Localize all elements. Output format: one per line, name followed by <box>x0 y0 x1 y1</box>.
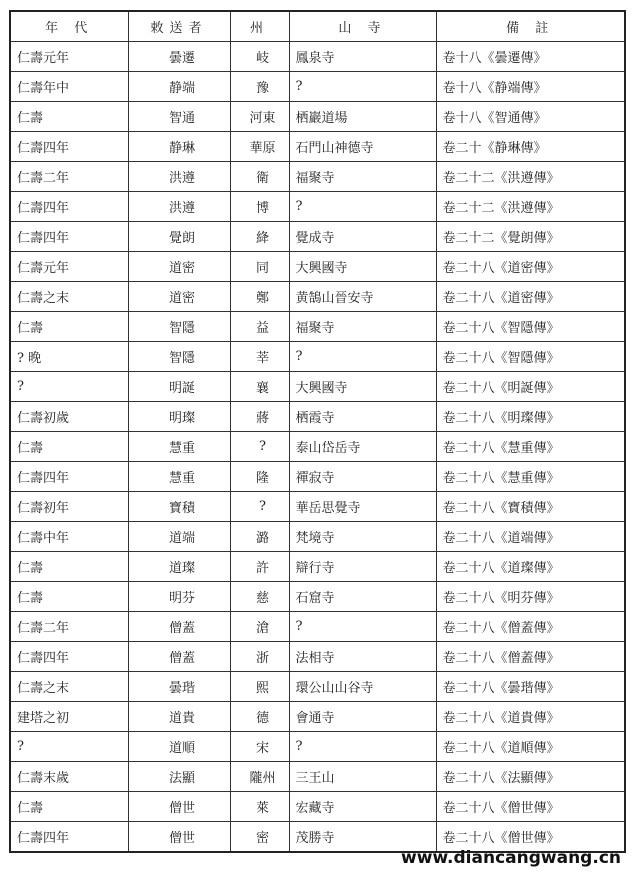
era-cell: 仁壽元年 <box>10 252 128 282</box>
table-row <box>10 642 625 672</box>
sender-cell: 静端 <box>128 72 230 102</box>
temple-cell: 大興國寺 <box>289 372 436 402</box>
temple-cell: 梵境寺 <box>289 522 436 552</box>
era-cell: 仁壽 <box>10 312 128 342</box>
sender-cell: 曇瑎 <box>128 672 230 702</box>
prefecture-cell: 蔣 <box>230 402 289 432</box>
temple-cell: 鳳泉寺 <box>289 42 436 72</box>
sender-cell: 寶積 <box>128 492 230 522</box>
prefecture-cell: 襄 <box>230 372 289 402</box>
note-cell: 卷十八《智通傳》 <box>436 102 625 132</box>
note-cell: 卷二十八《明芬傳》 <box>436 582 625 612</box>
era-cell: 仁壽四年 <box>10 642 128 672</box>
prefecture-cell: 密 <box>230 822 289 853</box>
header-prefecture: 州 <box>230 11 289 42</box>
era-cell: 仁壽 <box>10 432 128 462</box>
temple-cell: 栖巖道場 <box>289 102 436 132</box>
table-row <box>10 162 625 192</box>
table-row <box>10 192 625 222</box>
prefecture-cell: 博 <box>230 192 289 222</box>
note-cell: 卷二十八《寶積傳》 <box>436 492 625 522</box>
note-cell: 卷二十八《僧蓋傳》 <box>436 612 625 642</box>
temple-cell: 會通寺 <box>289 702 436 732</box>
era-cell: ? <box>10 372 128 402</box>
temple-cell: 法相寺 <box>289 642 436 672</box>
era-cell: 仁壽 <box>10 792 128 822</box>
note-cell: 卷二十八《明誕傳》 <box>436 372 625 402</box>
sender-cell: 静琳 <box>128 132 230 162</box>
table-row <box>10 522 625 552</box>
prefecture-cell: 河東 <box>230 102 289 132</box>
header-temple: 山 寺 <box>289 11 436 42</box>
temple-cell: ? <box>289 72 436 102</box>
table-row <box>10 342 625 372</box>
era-cell: 仁壽四年 <box>10 222 128 252</box>
prefecture-cell: 同 <box>230 252 289 282</box>
table-row <box>10 732 625 762</box>
temple-cell: ? <box>289 732 436 762</box>
header-sender: 敕送者 <box>128 11 230 42</box>
temple-table <box>9 10 626 853</box>
era-cell: ? 晚 <box>10 342 128 372</box>
prefecture-cell: ? <box>230 492 289 522</box>
note-cell: 卷二十八《道順傳》 <box>436 732 625 762</box>
era-cell: 仁壽年中 <box>10 72 128 102</box>
temple-cell: 覺成寺 <box>289 222 436 252</box>
sender-cell: 道端 <box>128 522 230 552</box>
note-cell: 卷二十八《法顯傳》 <box>436 762 625 792</box>
table-row <box>10 762 625 792</box>
prefecture-cell: 益 <box>230 312 289 342</box>
note-cell: 卷二十八《道密傳》 <box>436 282 625 312</box>
era-cell: 仁壽之末 <box>10 282 128 312</box>
era-cell: 仁壽 <box>10 102 128 132</box>
note-cell: 卷二十二《洪遵傳》 <box>436 162 625 192</box>
prefecture-cell: 滄 <box>230 612 289 642</box>
prefecture-cell: ? <box>230 432 289 462</box>
era-cell: 仁壽四年 <box>10 192 128 222</box>
temple-cell: ? <box>289 192 436 222</box>
table-row <box>10 72 625 102</box>
temple-cell: 環公山山谷寺 <box>289 672 436 702</box>
prefecture-cell: 隆 <box>230 462 289 492</box>
prefecture-cell: 絳 <box>230 222 289 252</box>
note-cell: 卷二十八《道端傳》 <box>436 522 625 552</box>
note-cell: 卷二十八《慧重傳》 <box>436 432 625 462</box>
table-row <box>10 372 625 402</box>
prefecture-cell: 華原 <box>230 132 289 162</box>
note-cell: 卷二十八《僧世傳》 <box>436 822 625 853</box>
sender-cell: 慧重 <box>128 462 230 492</box>
note-cell: 卷十八《曇遷傳》 <box>436 42 625 72</box>
header-note: 備 註 <box>436 11 625 42</box>
sender-cell: 道密 <box>128 282 230 312</box>
table-body <box>10 42 625 853</box>
era-cell: 仁壽初年 <box>10 492 128 522</box>
note-cell: 卷二十八《僧世傳》 <box>436 792 625 822</box>
sender-cell: 僧蓋 <box>128 612 230 642</box>
sender-cell: 道密 <box>128 252 230 282</box>
sender-cell: 智隱 <box>128 312 230 342</box>
sender-cell: 覺朗 <box>128 222 230 252</box>
era-cell: 建塔之初 <box>10 702 128 732</box>
table-row <box>10 312 625 342</box>
table-row <box>10 402 625 432</box>
note-cell: 卷二十八《智隱傳》 <box>436 312 625 342</box>
table-row <box>10 492 625 522</box>
table-row <box>10 132 625 162</box>
sender-cell: 道順 <box>128 732 230 762</box>
table-row <box>10 552 625 582</box>
table-row <box>10 462 625 492</box>
note-cell: 卷二十八《慧重傳》 <box>436 462 625 492</box>
sender-cell: 法顯 <box>128 762 230 792</box>
sender-cell: 智隱 <box>128 342 230 372</box>
sender-cell: 明璨 <box>128 402 230 432</box>
era-cell: ? <box>10 732 128 762</box>
sender-cell: 洪遵 <box>128 162 230 192</box>
note-cell: 卷二十八《道璨傳》 <box>436 552 625 582</box>
temple-cell: 大興國寺 <box>289 252 436 282</box>
sender-cell: 僧蓋 <box>128 642 230 672</box>
table-row <box>10 792 625 822</box>
era-cell: 仁壽二年 <box>10 612 128 642</box>
temple-cell: 泰山岱岳寺 <box>289 432 436 462</box>
temple-cell: 禪寂寺 <box>289 462 436 492</box>
note-cell: 卷二十八《明璨傳》 <box>436 402 625 432</box>
era-cell: 仁壽四年 <box>10 132 128 162</box>
temple-cell: 栖霞寺 <box>289 402 436 432</box>
sender-cell: 明芬 <box>128 582 230 612</box>
temple-cell: 福聚寺 <box>289 312 436 342</box>
temple-cell: 福聚寺 <box>289 162 436 192</box>
sender-cell: 僧世 <box>128 822 230 853</box>
note-cell: 卷二十八《智隱傳》 <box>436 342 625 372</box>
watermark-text: www.diancangwang.cn <box>401 848 621 868</box>
sender-cell: 智通 <box>128 102 230 132</box>
temple-cell: 石窟寺 <box>289 582 436 612</box>
note-cell: 卷二十二《覺朗傳》 <box>436 222 625 252</box>
table-row <box>10 702 625 732</box>
prefecture-cell: 衛 <box>230 162 289 192</box>
table-row <box>10 222 625 252</box>
prefecture-cell: 熙 <box>230 672 289 702</box>
note-cell: 卷二十二《洪遵傳》 <box>436 192 625 222</box>
era-cell: 仁壽末歲 <box>10 762 128 792</box>
table-row <box>10 432 625 462</box>
table-row <box>10 612 625 642</box>
note-cell: 卷二十八《道貴傳》 <box>436 702 625 732</box>
table-row <box>10 672 625 702</box>
table-row <box>10 252 625 282</box>
temple-cell: ? <box>289 612 436 642</box>
table-row <box>10 102 625 132</box>
note-cell: 卷二十八《道密傳》 <box>436 252 625 282</box>
prefecture-cell: 隴州 <box>230 762 289 792</box>
temple-cell: 茂勝寺 <box>289 822 436 853</box>
temple-cell: 三王山 <box>289 762 436 792</box>
prefecture-cell: 許 <box>230 552 289 582</box>
header-row <box>10 11 625 42</box>
era-cell: 仁壽 <box>10 552 128 582</box>
temple-cell: 辯行寺 <box>289 552 436 582</box>
temple-cell: 宏藏寺 <box>289 792 436 822</box>
sender-cell: 道璨 <box>128 552 230 582</box>
era-cell: 仁壽二年 <box>10 162 128 192</box>
table-row <box>10 42 625 72</box>
prefecture-cell: 鄭 <box>230 282 289 312</box>
era-cell: 仁壽中年 <box>10 522 128 552</box>
prefecture-cell: 莘 <box>230 342 289 372</box>
sender-cell: 洪遵 <box>128 192 230 222</box>
sender-cell: 慧重 <box>128 432 230 462</box>
table-row <box>10 282 625 312</box>
temple-cell: 黄鵠山晉安寺 <box>289 282 436 312</box>
prefecture-cell: 德 <box>230 702 289 732</box>
sender-cell: 僧世 <box>128 792 230 822</box>
note-cell: 卷二十《静琳傳》 <box>436 132 625 162</box>
sender-cell: 道貴 <box>128 702 230 732</box>
note-cell: 卷十八《静端傳》 <box>436 72 625 102</box>
prefecture-cell: 潞 <box>230 522 289 552</box>
prefecture-cell: 豫 <box>230 72 289 102</box>
prefecture-cell: 萊 <box>230 792 289 822</box>
prefecture-cell: 浙 <box>230 642 289 672</box>
note-cell: 卷二十八《僧蓋傳》 <box>436 642 625 672</box>
era-cell: 仁壽元年 <box>10 42 128 72</box>
header-era: 年 代 <box>10 11 128 42</box>
prefecture-cell: 岐 <box>230 42 289 72</box>
sender-cell: 曇遷 <box>128 42 230 72</box>
prefecture-cell: 慈 <box>230 582 289 612</box>
era-cell: 仁壽 <box>10 582 128 612</box>
note-cell: 卷二十八《曇瑎傳》 <box>436 672 625 702</box>
temple-cell: 石門山神德寺 <box>289 132 436 162</box>
era-cell: 仁壽四年 <box>10 462 128 492</box>
temple-cell: ? <box>289 342 436 372</box>
era-cell: 仁壽四年 <box>10 822 128 853</box>
temple-cell: 華岳思覺寺 <box>289 492 436 522</box>
era-cell: 仁壽之末 <box>10 672 128 702</box>
prefecture-cell: 宋 <box>230 732 289 762</box>
era-cell: 仁壽初歲 <box>10 402 128 432</box>
sender-cell: 明誕 <box>128 372 230 402</box>
table-row <box>10 582 625 612</box>
